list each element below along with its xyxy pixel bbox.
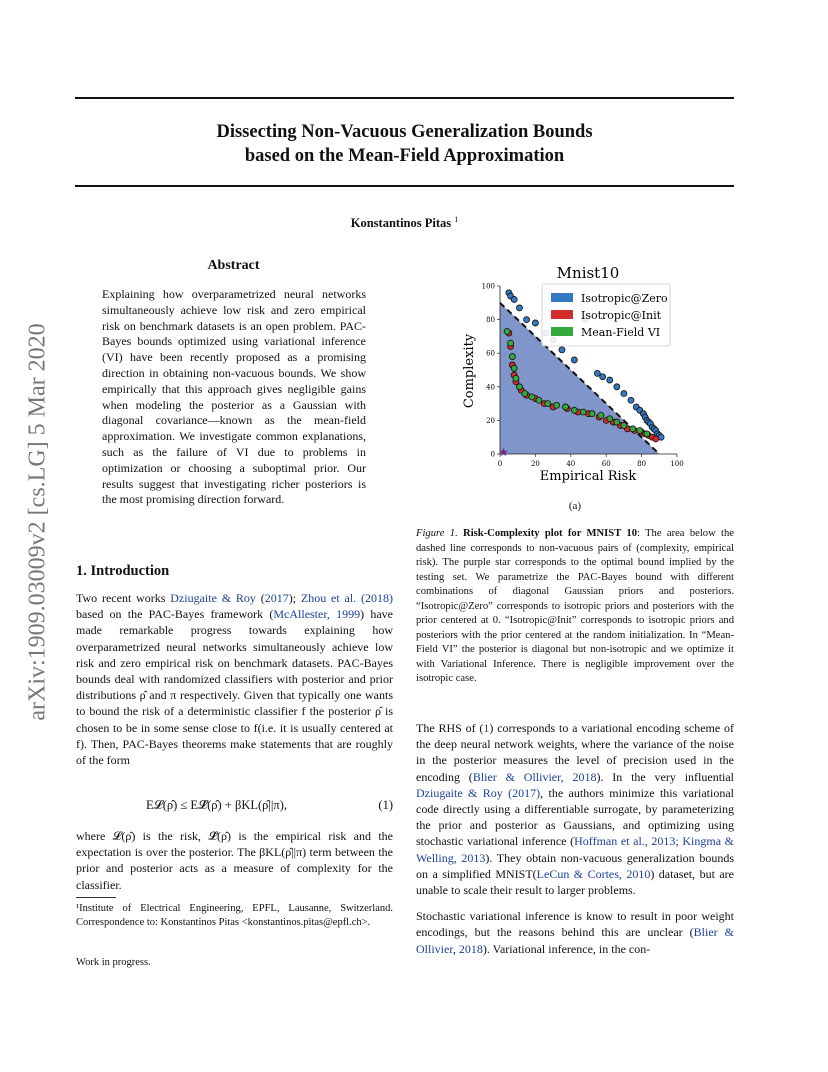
citation-link[interactable]: 2018 bbox=[458, 941, 483, 956]
data-point bbox=[529, 394, 535, 400]
chart-title: Mnist10 bbox=[556, 264, 620, 282]
y-tick-label: 20 bbox=[486, 416, 495, 425]
y-axis-label: Complexity bbox=[462, 333, 477, 409]
x-tick-label: 0 bbox=[497, 460, 503, 468]
data-point bbox=[607, 416, 613, 422]
citation-link[interactable]: Hoffman et al., 2013; Kingma & Welling, 2013 bbox=[416, 834, 735, 865]
right-column-text bbox=[416, 720, 734, 967]
data-point bbox=[545, 401, 551, 407]
x-tick-label: 100 bbox=[670, 460, 684, 468]
legend-label: Mean-Field VI bbox=[581, 326, 661, 339]
data-point bbox=[621, 422, 627, 428]
intro-paragraph-1: Two recent works Dziugaite & Roy (2017); Zhou et al. (2018) based on the PAC-Bayes framework (McAllester, 1999) have made remarkable progress towards explaining how overparametrized neural networks simultaneously achieve low risk and zero empirical risk on benchmark datasets. PAC-Bayes bounds deal with randomized classifiers with posterior and prior distributions ρ̂ and π respectively. Given that typically one wants to bound the risk of a deterministic classifier f the posterior ρ̂ is chosen to be in some sense close to f(i.e. it is usually centered at f). Then, PAC-Bayes theorems make statements that are roughly of the form bbox=[76, 591, 393, 768]
data-point bbox=[653, 436, 659, 442]
data-point bbox=[580, 409, 586, 415]
data-point bbox=[594, 370, 600, 376]
data-point bbox=[562, 404, 568, 410]
data-point bbox=[571, 357, 577, 363]
footnote: ¹Institute of Electrical Engineering, EPFL, Lausanne, Switzerland. Correspondence to: Konstantinos Pitas <konstantinos.pitas@epfl.ch>. bbox=[76, 903, 393, 928]
data-point bbox=[589, 411, 595, 417]
data-point bbox=[559, 347, 565, 353]
x-tick-label: 80 bbox=[637, 460, 647, 468]
data-point bbox=[628, 397, 634, 403]
data-point bbox=[511, 296, 517, 302]
data-point bbox=[637, 427, 643, 433]
paragraph: Stochastic variational inference is know to result in poor weight encodings, but the reasons behind this are unclear (Blier & Ollivier, 2018). Variational inference, in the con- bbox=[416, 909, 735, 956]
citation-link[interactable]: Zhou et al. (2018) bbox=[300, 591, 393, 605]
abstract-heading: Abstract bbox=[207, 258, 260, 273]
citation-link[interactable]: 2017 bbox=[264, 591, 289, 605]
citation-link[interactable]: Blier & Ollivier bbox=[416, 925, 735, 956]
chart-legend bbox=[542, 284, 670, 346]
citation-link[interactable]: Dziugaite & Roy bbox=[170, 591, 256, 605]
y-tick-label: 60 bbox=[486, 349, 495, 358]
title-line-1: Dissecting Non-Vacuous Generalization Bounds bbox=[216, 122, 593, 142]
equation-number: (1) bbox=[378, 798, 393, 812]
arxiv-stamp-text: arXiv:1909.03009v2 [cs.LG] 5 Mar 2020 bbox=[24, 323, 51, 721]
data-point bbox=[513, 375, 519, 381]
legend-label: Isotropic@Init bbox=[581, 309, 662, 322]
data-point bbox=[536, 397, 542, 403]
data-point bbox=[644, 431, 650, 437]
title-line-2: based on the Mean-Field Approximation bbox=[244, 146, 565, 166]
data-point bbox=[524, 317, 530, 323]
risk-complexity-chart bbox=[455, 258, 690, 488]
citation-link[interactable]: Blier & Ollivier, 2018 bbox=[472, 769, 597, 784]
data-point bbox=[598, 412, 604, 418]
equation-formula: E𝓛(ρ̂) ≤ E𝓛̂(ρ̂) + βKL(ρ̂||π), bbox=[146, 798, 288, 812]
data-point bbox=[508, 340, 514, 346]
data-point bbox=[554, 402, 560, 408]
top-rule bbox=[75, 97, 734, 99]
citation-link[interactable]: McAllester, 1999 bbox=[273, 607, 361, 622]
legend-swatch bbox=[551, 293, 573, 302]
citation-link[interactable]: LeCun & Cortes, 2010 bbox=[536, 866, 651, 881]
author-name: Konstantinos Pitas bbox=[350, 216, 452, 231]
section-heading: 1. Introduction bbox=[76, 563, 170, 579]
citation-link[interactable]: Dziugaite & Roy (2017) bbox=[416, 785, 541, 800]
data-point bbox=[522, 391, 528, 397]
abstract-body: Explaining how overparametrized neural networks simultaneously achieve low risk and zero empirical risk on benchmark datasets is an open problem. PAC-Bayes bounds optimized using variational inference (VI) have been recently proposed as a promising direction in obtaining non-vacuous bounds. We show empirically that this approach gives negligible gains when modeling the posterior as a Gaussian with diagonal covariance—known as the mean-field approximation. We investigate common explanations, such as the failure of VI due to problems in optimization or choosing a suboptimal prior. Our results suggest that investigating richer posteriors is the most promising direction forward. bbox=[102, 287, 366, 507]
data-point bbox=[630, 426, 636, 432]
arxiv-stamp bbox=[18, 287, 58, 757]
data-point bbox=[614, 419, 620, 425]
data-point bbox=[509, 354, 515, 360]
title-bottom-rule bbox=[75, 185, 734, 187]
data-point bbox=[614, 384, 620, 390]
equation-ref-link[interactable]: 1 bbox=[483, 721, 490, 735]
paper-title bbox=[75, 120, 734, 168]
paragraph: The RHS of (1) corresponds to a variational encoding scheme of the deep neural network weights, where the variance of the noise in the posterior measures the level of precision used in the encoding (Blier & Ollivier, 2018). In the very influential Dziugaite & Roy (2017), the authors minimize this variational code directly using a differentiable surrogate, by parameterizing the prior and posterior as Gaussians, and optimizing using stochastic variational inference (Hoffman et al., 2013; Kingma & Welling, 2013). They obtain non-vacuous generalization bounds on a simplified MNIST(LeCun & Cortes, 2010) dataset, but are unable to scale their result to larger problems. bbox=[416, 721, 735, 898]
footnote-rule bbox=[76, 897, 116, 898]
x-axis-label: Empirical Risk bbox=[539, 469, 637, 484]
data-point bbox=[516, 305, 522, 311]
legend-swatch bbox=[551, 310, 573, 319]
data-point bbox=[607, 377, 613, 383]
x-tick-label: 40 bbox=[566, 460, 576, 468]
figure-subcaption: (a) bbox=[568, 500, 582, 512]
intro-paragraph-2: where 𝓛(ρ̂) is the risk, 𝓛̂(ρ̂) is the empirical risk and the expectation is over the posterior. The βKL(ρ̂||π) term between the prior and posterior acts as a measure of complexity for the classifier. bbox=[76, 829, 393, 892]
y-tick-label: 0 bbox=[490, 450, 495, 459]
x-tick-label: 60 bbox=[601, 460, 611, 468]
data-point bbox=[504, 328, 510, 334]
author-line bbox=[75, 215, 734, 231]
author-affiliation-mark: 1 bbox=[454, 215, 459, 224]
x-tick-label: 20 bbox=[530, 460, 540, 468]
y-tick-label: 40 bbox=[486, 383, 495, 392]
y-tick-label: 80 bbox=[486, 316, 495, 325]
y-tick-label: 100 bbox=[481, 282, 495, 291]
data-point bbox=[600, 374, 606, 380]
data-point bbox=[516, 384, 522, 390]
legend-label: Isotropic@Zero bbox=[581, 292, 668, 305]
data-point bbox=[532, 320, 538, 326]
data-point bbox=[511, 365, 517, 371]
data-point bbox=[621, 391, 627, 397]
data-point bbox=[571, 407, 577, 413]
figure-caption: Figure 1. Risk-Complexity plot for MNIST 10: The area below the dashed line corresponds to non-vacuous pairs of (complexity, empirical risk). The purple star corresponds to the optimal bound implied by the testing set. We parametrize the PAC-Bayes bound with different combinations of diagonal Gaussian priors and posteriors. “Isotropic@Zero” corresponds to isotropic priors and posteriors with the prior centered at 0. “Isotropic@Init” corresponds to isotropic priors and posteriors with the prior centered at the random initialization. In “Mean-Field VI” the posterior is diagonal but non-isotropic and we optimize it with Variational Inference. There is negligible improvement over the isotropic case. bbox=[416, 528, 734, 684]
work-in-progress-note: Work in progress. bbox=[76, 957, 151, 968]
legend-swatch bbox=[551, 327, 573, 336]
